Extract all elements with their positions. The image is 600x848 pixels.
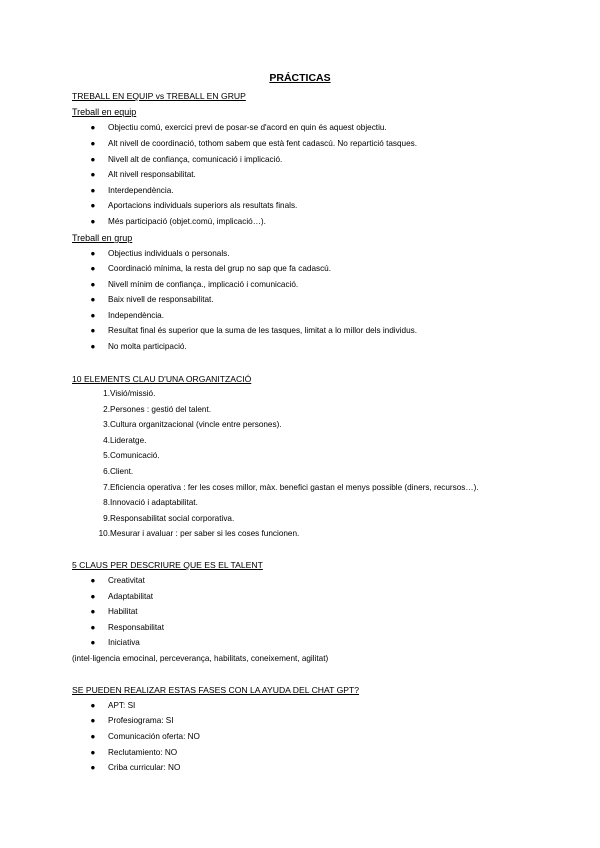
bullet-icon: ●	[90, 139, 96, 148]
bullet-icon: ●	[90, 592, 96, 601]
bullet-icon: ●	[90, 170, 96, 179]
bullet-icon: ●	[90, 342, 96, 351]
bullet-icon: ●	[90, 638, 96, 647]
section-heading-elements-clau: 10 ELEMENTS CLAU D'UNA ORGANITZACIÓ	[72, 374, 252, 384]
bullet-icon: ●	[90, 123, 96, 132]
bullet-icon: ●	[90, 732, 96, 741]
page-title: PRÁCTICAS	[269, 72, 331, 84]
section-heading-chat-gpt: SE PUEDEN REALIZAR ESTAS FASES CON LA AYUDA DEL CHAT GPT?	[72, 685, 360, 695]
bullet-icon: ●	[90, 763, 96, 772]
bullet-icon: ●	[90, 326, 96, 335]
bullet-icon: ●	[90, 217, 96, 226]
subheading-treball-en-grup: Treball en grup	[72, 233, 133, 243]
bullet-icon: ●	[90, 623, 96, 632]
document-page: PRÁCTICAS TREBALL EN EQUIP vs TREBALL EN GRUP Treball en equip ● Objectiu comú, exercici previ de posar-se d'acord en quin és aquest objectiu. ● Alt nivell de coordinació, tothom sabem que està fent cadascú. No repartició tasques. ● Nivell alt de confiança, comunicació i implicació. ● Alt nivell responsabilitat. ● Interdependència. ● Aportacions individuals superiors als resultats finals. ● Més participació (objet.comú, implicació…). Treball en grup ● Objectius individuals o personals. ● Coordinació mínima, la resta del grup no sap que fa cadascú. ● Nivell mínim de confiança., implicació i comunicació. ● Baix nivell de responsabilitat. ● Independència. ● Resultat final és superior que la suma de les tasques, limitat a lo millor dels individus. ● No molta participació. 10 ELEMENTS CLAU D'UNA ORGANITZACIÓ 1. Visió/missió. 2. Persones : gestió del talent. 3. Cultura organitzacional (vincle entre persones). 4. Lideratge. 5. Comunicació. 6. Client. 7. Eficiencia operativa : fer les coses millor, màx. benefici gastan el menys possible (diners, recursos…). 8. Innovació i adaptabilitat. 9. Responsabilitat social corporativa. 10. Mesurar i avaluar : per saber si les coses funcionen. 5 CLAUS PER DESCRIURE QUE ES EL TALENT ● Creativitat ● Adaptabilitat ● Habilitat ● Responsabilitat ● Iniciativa (intel·ligencia emocinal, perceverança, habilitats, coneixement, agilitat) SE PUEDEN REALIZAR ESTAS FASES CON LA AYUDA DEL CHAT GPT? ● APT: SI ● Profesiograma: SI ● Comunicación oferta: NO ● Reclutamiento: NO ● Criba curricular: NO	[0, 0, 600, 848]
bullet-icon: ●	[90, 748, 96, 757]
bullet-icon: ●	[90, 280, 96, 289]
bullet-icon: ●	[90, 701, 96, 710]
bullet-icon: ●	[90, 607, 96, 616]
section-heading-talent: 5 CLAUS PER DESCRIURE QUE ES EL TALENT	[72, 560, 263, 570]
bullet-icon: ●	[90, 201, 96, 210]
talent-note: (intel·ligencia emocinal, perceverança, habilitats, coneixement, agilitat)	[72, 654, 329, 663]
bullet-icon: ●	[90, 716, 96, 725]
bullet-icon: ●	[90, 576, 96, 585]
section-heading-treball: TREBALL EN EQUIP vs TREBALL EN GRUP	[72, 91, 246, 101]
subheading-treball-en-equip: Treball en equip	[72, 107, 137, 117]
bullet-icon: ●	[90, 295, 96, 304]
bullet-icon: ●	[90, 186, 96, 195]
bullet-icon: ●	[90, 311, 96, 320]
bullet-icon: ●	[90, 155, 96, 164]
bullet-icon: ●	[90, 249, 96, 258]
bullet-icon: ●	[90, 264, 96, 273]
